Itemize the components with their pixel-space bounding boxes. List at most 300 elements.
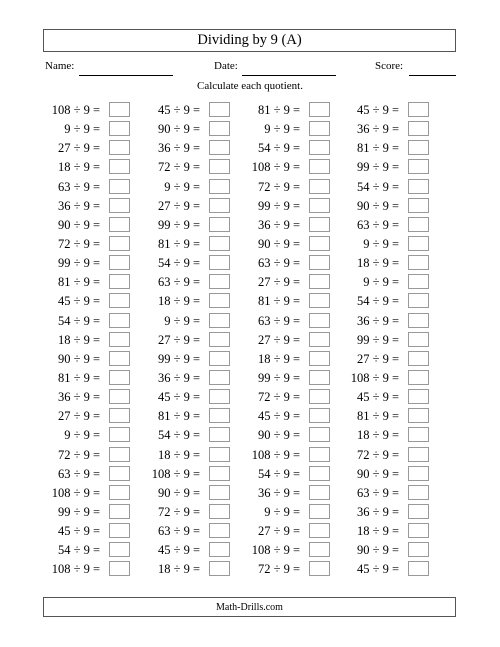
answer-box[interactable]: [408, 313, 429, 328]
answer-box[interactable]: [309, 236, 330, 251]
division-problem: 9 ÷ 9 =: [363, 275, 399, 290]
problem-row: [30, 350, 130, 369]
division-problem: 90 ÷ 9 =: [157, 122, 200, 137]
answer-box[interactable]: [408, 274, 429, 289]
problem-row: [30, 446, 130, 465]
answer-box[interactable]: [309, 542, 330, 557]
problem-column: [230, 101, 330, 580]
problem-row: [30, 120, 130, 139]
division-problem: 45 ÷ 9 =: [356, 562, 399, 577]
problem-row: [30, 541, 130, 560]
problem-row: [130, 541, 230, 560]
division-problem: 9 ÷ 9 =: [264, 122, 300, 137]
problem-row: [230, 522, 330, 541]
problem-row: [329, 331, 429, 350]
answer-box[interactable]: [309, 159, 330, 174]
division-problem: 45 ÷ 9 =: [157, 103, 200, 117]
answer-box[interactable]: [309, 351, 330, 366]
division-problem: 54 ÷ 9 =: [57, 543, 100, 558]
problem-row: [30, 235, 130, 254]
problem-row: [130, 178, 230, 197]
division-problem: 9 ÷ 9 =: [64, 122, 100, 137]
problem-row: [230, 312, 330, 331]
date-label: Date:: [214, 60, 238, 72]
problem-row: [329, 503, 429, 522]
division-problem: 45 ÷ 9 =: [356, 103, 399, 117]
problem-row: [130, 522, 230, 541]
answer-box[interactable]: [309, 523, 330, 538]
answer-box[interactable]: [408, 121, 429, 136]
answer-box[interactable]: [408, 427, 429, 442]
division-problem: 63 ÷ 9 =: [157, 275, 200, 290]
answer-box[interactable]: [309, 140, 330, 155]
problem-row: [329, 235, 429, 254]
answer-box[interactable]: [309, 179, 330, 194]
answer-box[interactable]: [408, 332, 429, 347]
division-problem: 99 ÷ 9 =: [257, 198, 300, 213]
answer-box[interactable]: [109, 351, 130, 366]
division-problem: 9 ÷ 9 =: [164, 179, 200, 194]
answer-box[interactable]: [408, 159, 429, 174]
answer-box[interactable]: [109, 466, 130, 481]
problem-row: [130, 216, 230, 235]
answer-box[interactable]: [408, 504, 429, 519]
division-problem: 81 ÷ 9 =: [257, 103, 300, 117]
answer-box[interactable]: [209, 351, 230, 366]
answer-box[interactable]: [209, 427, 230, 442]
division-problem: 54 ÷ 9 =: [356, 294, 399, 309]
answer-box[interactable]: [109, 274, 130, 289]
answer-box[interactable]: [209, 140, 230, 155]
answer-box[interactable]: [408, 542, 429, 557]
problem-row: [30, 158, 130, 177]
score-label: Score:: [375, 60, 404, 72]
answer-box[interactable]: [209, 255, 230, 270]
answer-box[interactable]: [109, 102, 130, 117]
problem-row: [230, 101, 330, 120]
answer-box[interactable]: [109, 159, 130, 174]
division-problem: 36 ÷ 9 =: [356, 313, 399, 328]
problem-row: [130, 446, 230, 465]
division-problem: 81 ÷ 9 =: [157, 236, 200, 251]
problem-row: [230, 120, 330, 139]
problem-row: [230, 407, 330, 426]
problem-row: [30, 254, 130, 273]
problem-row: [30, 407, 130, 426]
division-problem: 63 ÷ 9 =: [257, 256, 300, 271]
answer-box[interactable]: [109, 236, 130, 251]
answer-box[interactable]: [309, 427, 330, 442]
division-problem: 72 ÷ 9 =: [257, 390, 300, 405]
division-problem: 90 ÷ 9 =: [257, 428, 300, 443]
problem-row: [130, 158, 230, 177]
problem-row: [130, 254, 230, 273]
problem-row: [329, 388, 429, 407]
problem-row: [329, 465, 429, 484]
answer-box[interactable]: [309, 102, 330, 117]
problem-row: [230, 197, 330, 216]
division-problem: 18 ÷ 9 =: [157, 294, 200, 309]
problem-row: [329, 350, 429, 369]
answer-box[interactable]: [408, 217, 429, 232]
answer-box[interactable]: [309, 293, 330, 308]
answer-box[interactable]: [109, 561, 130, 576]
answer-box[interactable]: [209, 217, 230, 232]
division-problem: 63 ÷ 9 =: [57, 179, 100, 194]
division-problem: 36 ÷ 9 =: [57, 390, 100, 405]
division-problem: 27 ÷ 9 =: [157, 332, 200, 347]
division-problem: 45 ÷ 9 =: [257, 409, 300, 424]
answer-box[interactable]: [109, 408, 130, 423]
answer-box[interactable]: [109, 542, 130, 557]
answer-box[interactable]: [309, 217, 330, 232]
answer-box[interactable]: [109, 198, 130, 213]
division-problem: 99 ÷ 9 =: [157, 351, 200, 366]
problem-row: [230, 139, 330, 158]
division-problem: 72 ÷ 9 =: [356, 447, 399, 462]
division-problem: 27 ÷ 9 =: [257, 275, 300, 290]
score-line[interactable]: [409, 75, 456, 76]
answer-box[interactable]: [209, 159, 230, 174]
division-problem: 27 ÷ 9 =: [57, 141, 100, 156]
division-problem: 99 ÷ 9 =: [57, 256, 100, 271]
problem-row: [329, 178, 429, 197]
answer-box[interactable]: [209, 542, 230, 557]
answer-box[interactable]: [109, 332, 130, 347]
problem-row: [230, 158, 330, 177]
problem-row: [329, 312, 429, 331]
answer-box[interactable]: [309, 198, 330, 213]
problem-row: [30, 560, 130, 579]
answer-box[interactable]: [309, 121, 330, 136]
problem-row: [230, 331, 330, 350]
problem-row: [329, 560, 429, 579]
problem-row: [30, 216, 130, 235]
division-problem: 45 ÷ 9 =: [157, 390, 200, 405]
division-problem: 36 ÷ 9 =: [57, 198, 100, 213]
division-problem: 81 ÷ 9 =: [157, 409, 200, 424]
division-problem: 108 ÷ 9 =: [51, 562, 100, 577]
division-problem: 54 ÷ 9 =: [157, 428, 200, 443]
answer-box[interactable]: [408, 370, 429, 385]
problem-row: [30, 465, 130, 484]
answer-box[interactable]: [309, 447, 330, 462]
problem-row: [230, 178, 330, 197]
problem-row: [329, 197, 429, 216]
answer-box[interactable]: [209, 198, 230, 213]
division-problem: 90 ÷ 9 =: [257, 236, 300, 251]
division-problem: 63 ÷ 9 =: [257, 313, 300, 328]
problem-column: [130, 101, 230, 580]
problem-row: [329, 120, 429, 139]
answer-box[interactable]: [309, 370, 330, 385]
answer-box[interactable]: [408, 102, 429, 117]
answer-box[interactable]: [408, 408, 429, 423]
problem-row: [130, 235, 230, 254]
division-problem: 18 ÷ 9 =: [356, 428, 399, 443]
answer-box[interactable]: [408, 485, 429, 500]
division-problem: 36 ÷ 9 =: [356, 504, 399, 519]
division-problem: 27 ÷ 9 =: [57, 409, 100, 424]
problem-row: [329, 101, 429, 120]
problem-row: [130, 465, 230, 484]
problem-row: [230, 254, 330, 273]
division-problem: 81 ÷ 9 =: [356, 409, 399, 424]
division-problem: 90 ÷ 9 =: [157, 485, 200, 500]
division-problem: 9 ÷ 9 =: [164, 313, 200, 328]
answer-box[interactable]: [209, 274, 230, 289]
answer-box[interactable]: [309, 466, 330, 481]
division-problem: 45 ÷ 9 =: [57, 294, 100, 309]
division-problem: 27 ÷ 9 =: [356, 351, 399, 366]
division-problem: 90 ÷ 9 =: [356, 543, 399, 558]
division-problem: 27 ÷ 9 =: [157, 198, 200, 213]
problem-row: [130, 273, 230, 292]
division-problem: 72 ÷ 9 =: [57, 236, 100, 251]
answer-box[interactable]: [309, 332, 330, 347]
division-problem: 18 ÷ 9 =: [356, 256, 399, 271]
division-problem: 90 ÷ 9 =: [57, 217, 100, 232]
answer-box[interactable]: [408, 179, 429, 194]
answer-box[interactable]: [309, 485, 330, 500]
name-line[interactable]: [79, 75, 173, 76]
division-problem: 108 ÷ 9 =: [51, 485, 100, 500]
division-problem: 36 ÷ 9 =: [356, 122, 399, 137]
answer-box[interactable]: [309, 408, 330, 423]
division-problem: 9 ÷ 9 =: [64, 428, 100, 443]
problem-row: [329, 407, 429, 426]
answer-box[interactable]: [109, 313, 130, 328]
answer-box[interactable]: [408, 447, 429, 462]
division-problem: 45 ÷ 9 =: [157, 543, 200, 558]
answer-box[interactable]: [109, 370, 130, 385]
answer-box[interactable]: [209, 485, 230, 500]
answer-box[interactable]: [209, 389, 230, 404]
problem-row: [130, 331, 230, 350]
problem-row: [30, 292, 130, 311]
division-problem: 90 ÷ 9 =: [356, 466, 399, 481]
problem-row: [130, 388, 230, 407]
problem-row: [30, 197, 130, 216]
division-problem: 36 ÷ 9 =: [257, 485, 300, 500]
answer-box[interactable]: [408, 351, 429, 366]
problem-row: [329, 541, 429, 560]
problem-row: [230, 541, 330, 560]
answer-box[interactable]: [109, 389, 130, 404]
division-problem: 108 ÷ 9 =: [251, 160, 300, 175]
problem-row: [30, 388, 130, 407]
division-problem: 36 ÷ 9 =: [257, 217, 300, 232]
division-problem: 81 ÷ 9 =: [257, 294, 300, 309]
answer-box[interactable]: [408, 523, 429, 538]
problem-column: [329, 101, 429, 580]
answer-box[interactable]: [109, 427, 130, 442]
division-problem: 99 ÷ 9 =: [356, 332, 399, 347]
problem-row: [230, 426, 330, 445]
answer-box[interactable]: [109, 255, 130, 270]
problem-row: [329, 216, 429, 235]
division-problem: 45 ÷ 9 =: [356, 390, 399, 405]
problem-row: [230, 273, 330, 292]
answer-box[interactable]: [109, 179, 130, 194]
division-problem: 99 ÷ 9 =: [157, 217, 200, 232]
problem-row: [329, 139, 429, 158]
problem-row: [30, 312, 130, 331]
division-problem: 108 ÷ 9 =: [251, 447, 300, 462]
answer-box[interactable]: [209, 121, 230, 136]
division-problem: 90 ÷ 9 =: [356, 198, 399, 213]
answer-box[interactable]: [109, 447, 130, 462]
problem-row: [230, 446, 330, 465]
answer-box[interactable]: [209, 447, 230, 462]
worksheet-title: Dividing by 9 (A): [43, 29, 456, 52]
division-problem: 81 ÷ 9 =: [57, 275, 100, 290]
division-problem: 27 ÷ 9 =: [257, 332, 300, 347]
division-problem: 18 ÷ 9 =: [356, 524, 399, 539]
division-problem: 36 ÷ 9 =: [157, 141, 200, 156]
problem-row: [329, 292, 429, 311]
problem-row: [30, 139, 130, 158]
division-problem: 45 ÷ 9 =: [57, 524, 100, 539]
division-problem: 72 ÷ 9 =: [57, 447, 100, 462]
division-problem: 27 ÷ 9 =: [257, 524, 300, 539]
problem-row: [329, 273, 429, 292]
problem-row: [130, 426, 230, 445]
division-problem: 18 ÷ 9 =: [257, 351, 300, 366]
problem-row: [130, 197, 230, 216]
problem-row: [130, 312, 230, 331]
division-problem: 99 ÷ 9 =: [257, 370, 300, 385]
division-problem: 81 ÷ 9 =: [57, 370, 100, 385]
problem-column: [30, 101, 130, 580]
answer-box[interactable]: [109, 485, 130, 500]
division-problem: 63 ÷ 9 =: [356, 485, 399, 500]
problem-row: [329, 158, 429, 177]
answer-box[interactable]: [209, 332, 230, 347]
answer-box[interactable]: [209, 102, 230, 117]
date-line[interactable]: [242, 75, 336, 76]
problem-row: [130, 120, 230, 139]
answer-box[interactable]: [209, 561, 230, 576]
problem-row: [329, 254, 429, 273]
problem-row: [30, 484, 130, 503]
division-problem: 63 ÷ 9 =: [356, 217, 399, 232]
problem-row: [329, 522, 429, 541]
division-problem: 54 ÷ 9 =: [157, 256, 200, 271]
division-problem: 108 ÷ 9 =: [151, 466, 200, 481]
division-problem: 36 ÷ 9 =: [157, 370, 200, 385]
answer-box[interactable]: [209, 293, 230, 308]
answer-box[interactable]: [209, 408, 230, 423]
division-problem: 90 ÷ 9 =: [57, 351, 100, 366]
division-problem: 18 ÷ 9 =: [57, 332, 100, 347]
division-problem: 54 ÷ 9 =: [57, 313, 100, 328]
answer-box[interactable]: [209, 466, 230, 481]
division-problem: 72 ÷ 9 =: [157, 160, 200, 175]
answer-box[interactable]: [309, 313, 330, 328]
answer-box[interactable]: [209, 504, 230, 519]
problem-row: [130, 407, 230, 426]
answer-box[interactable]: [309, 504, 330, 519]
answer-box[interactable]: [408, 140, 429, 155]
division-problem: 108 ÷ 9 =: [51, 103, 100, 117]
instructions: Calculate each quotient.: [197, 80, 303, 92]
answer-box[interactable]: [109, 293, 130, 308]
answer-box[interactable]: [109, 140, 130, 155]
division-problem: 18 ÷ 9 =: [157, 447, 200, 462]
answer-box[interactable]: [408, 198, 429, 213]
problem-row: [130, 350, 230, 369]
problem-row: [130, 369, 230, 388]
problem-row: [329, 369, 429, 388]
division-problem: 108 ÷ 9 =: [251, 543, 300, 558]
division-problem: 54 ÷ 9 =: [356, 179, 399, 194]
division-problem: 108 ÷ 9 =: [350, 370, 399, 385]
division-problem: 72 ÷ 9 =: [257, 179, 300, 194]
problem-row: [130, 484, 230, 503]
problem-row: [130, 560, 230, 579]
division-problem: 72 ÷ 9 =: [257, 562, 300, 577]
division-problem: 99 ÷ 9 =: [356, 160, 399, 175]
answer-box[interactable]: [408, 389, 429, 404]
division-problem: 9 ÷ 9 =: [363, 236, 399, 251]
answer-box[interactable]: [309, 255, 330, 270]
division-problem: 63 ÷ 9 =: [57, 466, 100, 481]
problem-row: [230, 465, 330, 484]
problem-row: [329, 484, 429, 503]
answer-box[interactable]: [109, 217, 130, 232]
problem-row: [30, 178, 130, 197]
answer-box[interactable]: [209, 236, 230, 251]
name-label: Name:: [45, 60, 75, 72]
answer-box[interactable]: [309, 274, 330, 289]
problem-row: [230, 484, 330, 503]
answer-box[interactable]: [408, 561, 429, 576]
problem-row: [329, 446, 429, 465]
answer-box[interactable]: [209, 179, 230, 194]
problem-row: [30, 426, 130, 445]
problem-row: [130, 139, 230, 158]
problem-row: [30, 273, 130, 292]
problem-row: [230, 503, 330, 522]
answer-box[interactable]: [209, 313, 230, 328]
problem-row: [130, 292, 230, 311]
problem-row: [230, 560, 330, 579]
answer-box[interactable]: [209, 370, 230, 385]
problem-row: [30, 331, 130, 350]
problem-row: [230, 235, 330, 254]
problem-row: [130, 101, 230, 120]
answer-box[interactable]: [408, 255, 429, 270]
footer: Math-Drills.com: [43, 597, 456, 617]
answer-box[interactable]: [408, 236, 429, 251]
division-problem: 54 ÷ 9 =: [257, 466, 300, 481]
answer-box[interactable]: [109, 504, 130, 519]
answer-box[interactable]: [109, 121, 130, 136]
problem-row: [130, 503, 230, 522]
problem-row: [230, 292, 330, 311]
answer-box[interactable]: [109, 523, 130, 538]
problem-row: [30, 503, 130, 522]
division-problem: 72 ÷ 9 =: [157, 504, 200, 519]
answer-box[interactable]: [408, 466, 429, 481]
answer-box[interactable]: [408, 293, 429, 308]
answer-box[interactable]: [209, 523, 230, 538]
answer-box[interactable]: [309, 561, 330, 576]
division-problem: 18 ÷ 9 =: [57, 160, 100, 175]
answer-box[interactable]: [309, 389, 330, 404]
problem-row: [230, 388, 330, 407]
